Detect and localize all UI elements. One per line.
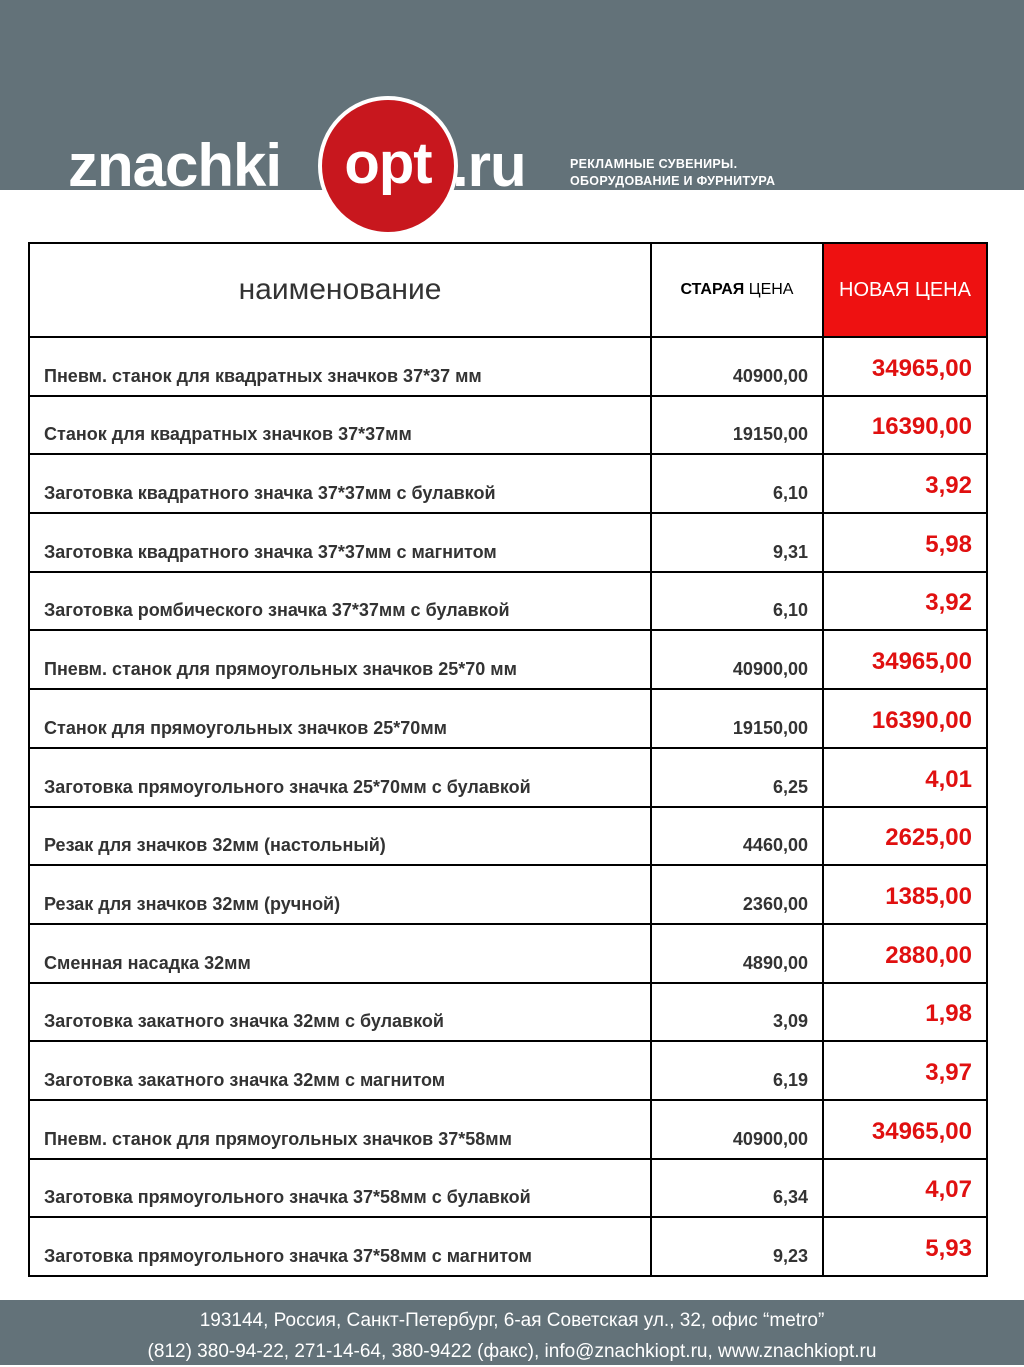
table-row (29, 1159, 987, 1218)
footer-address: 193144, Россия, Санкт-Петербург, 6-ая Советская ул., 32, офис “metro” (199, 1310, 825, 1331)
old-price: 40900,00 (651, 630, 823, 689)
table-header-row (29, 243, 987, 337)
header-old-bold: СТАРАЯ (680, 281, 745, 298)
product-name: Станок для прямоугольных значков 25*70мм (29, 689, 651, 748)
old-price: 9,31 (651, 513, 823, 572)
product-name: Станок для квадратных значков 37*37мм (29, 396, 651, 455)
tagline (570, 156, 775, 190)
logo-text-right: .ru (452, 132, 526, 199)
new-price: 34965,00 (823, 337, 987, 396)
product-name: Пневм. станок для прямоугольных значков 25*70 мм (29, 630, 651, 689)
table-row (29, 630, 987, 689)
new-price: 1,98 (823, 983, 987, 1042)
old-price: 6,19 (651, 1041, 823, 1100)
old-price: 19150,00 (651, 689, 823, 748)
new-price: 4,01 (823, 748, 987, 807)
old-price: 3,09 (651, 983, 823, 1042)
new-price: 3,92 (823, 454, 987, 513)
table-row (29, 1100, 987, 1159)
table-row (29, 865, 987, 924)
old-price: 6,10 (651, 454, 823, 513)
product-name: Сменная насадка 32мм (29, 924, 651, 983)
product-name: Заготовка квадратного значка 37*37мм с магнитом (29, 513, 651, 572)
table-row (29, 572, 987, 631)
header-name: наименование (29, 243, 651, 337)
new-price: 3,97 (823, 1041, 987, 1100)
product-name: Резак для значков 32мм (настольный) (29, 807, 651, 866)
table-row (29, 807, 987, 866)
product-name: Заготовка закатного значка 32мм с магнитом (29, 1041, 651, 1100)
product-name: Заготовка прямоугольного значка 37*58мм с магнитом (29, 1217, 651, 1276)
table-row (29, 337, 987, 396)
product-name: Пневм. станок для квадратных значков 37*37 мм (29, 337, 651, 396)
new-price: 3,92 (823, 572, 987, 631)
header-old-rest: ЦЕНА (744, 281, 794, 298)
logo-circle (318, 96, 458, 236)
new-price: 16390,00 (823, 689, 987, 748)
table-row (29, 1217, 987, 1276)
header-new-price: НОВАЯ ЦЕНА (823, 243, 987, 337)
table-row (29, 396, 987, 455)
new-price: 4,07 (823, 1159, 987, 1218)
logo-text-left: znachki (68, 132, 282, 199)
old-price: 4890,00 (651, 924, 823, 983)
old-price: 9,23 (651, 1217, 823, 1276)
product-name: Пневм. станок для прямоугольных значков 37*58мм (29, 1100, 651, 1159)
new-price: 2880,00 (823, 924, 987, 983)
table-row (29, 748, 987, 807)
footer (0, 1300, 1024, 1365)
new-price: 2625,00 (823, 807, 987, 866)
old-price: 6,25 (651, 748, 823, 807)
product-name: Заготовка прямоугольного значка 25*70мм с булавкой (29, 748, 651, 807)
new-price: 16390,00 (823, 396, 987, 455)
header-old-price (651, 243, 823, 337)
product-name: Заготовка прямоугольного значка 37*58мм с булавкой (29, 1159, 651, 1218)
table-row (29, 924, 987, 983)
tagline-line-1: РЕКЛАМНЫЕ СУВЕНИРЫ. (570, 157, 738, 171)
table-row (29, 983, 987, 1042)
tagline-line-2: ОБОРУДОВАНИЕ И ФУРНИТУРА (570, 174, 776, 188)
table-row (29, 689, 987, 748)
table-row (29, 454, 987, 513)
old-price: 6,34 (651, 1159, 823, 1218)
product-name: Заготовка квадратного значка 37*37мм с булавкой (29, 454, 651, 513)
old-price: 40900,00 (651, 1100, 823, 1159)
new-price: 34965,00 (823, 630, 987, 689)
logo-circle-text: opt (344, 130, 432, 196)
new-price: 5,93 (823, 1217, 987, 1276)
old-price: 2360,00 (651, 865, 823, 924)
product-name: Резак для значков 32мм (ручной) (29, 865, 651, 924)
table-row (29, 1041, 987, 1100)
footer-contacts: (812) 380-94-22, 271-14-64, 380-9422 (факс), info@znachkiopt.ru, www.znachkiopt.ru (147, 1341, 877, 1362)
new-price: 34965,00 (823, 1100, 987, 1159)
product-name: Заготовка ромбического значка 37*37мм с булавкой (29, 572, 651, 631)
new-price: 1385,00 (823, 865, 987, 924)
old-price: 19150,00 (651, 396, 823, 455)
old-price: 4460,00 (651, 807, 823, 866)
price-table (28, 242, 988, 1277)
product-name: Заготовка закатного значка 32мм с булавкой (29, 983, 651, 1042)
old-price: 40900,00 (651, 337, 823, 396)
table-row (29, 513, 987, 572)
new-price: 5,98 (823, 513, 987, 572)
old-price: 6,10 (651, 572, 823, 631)
